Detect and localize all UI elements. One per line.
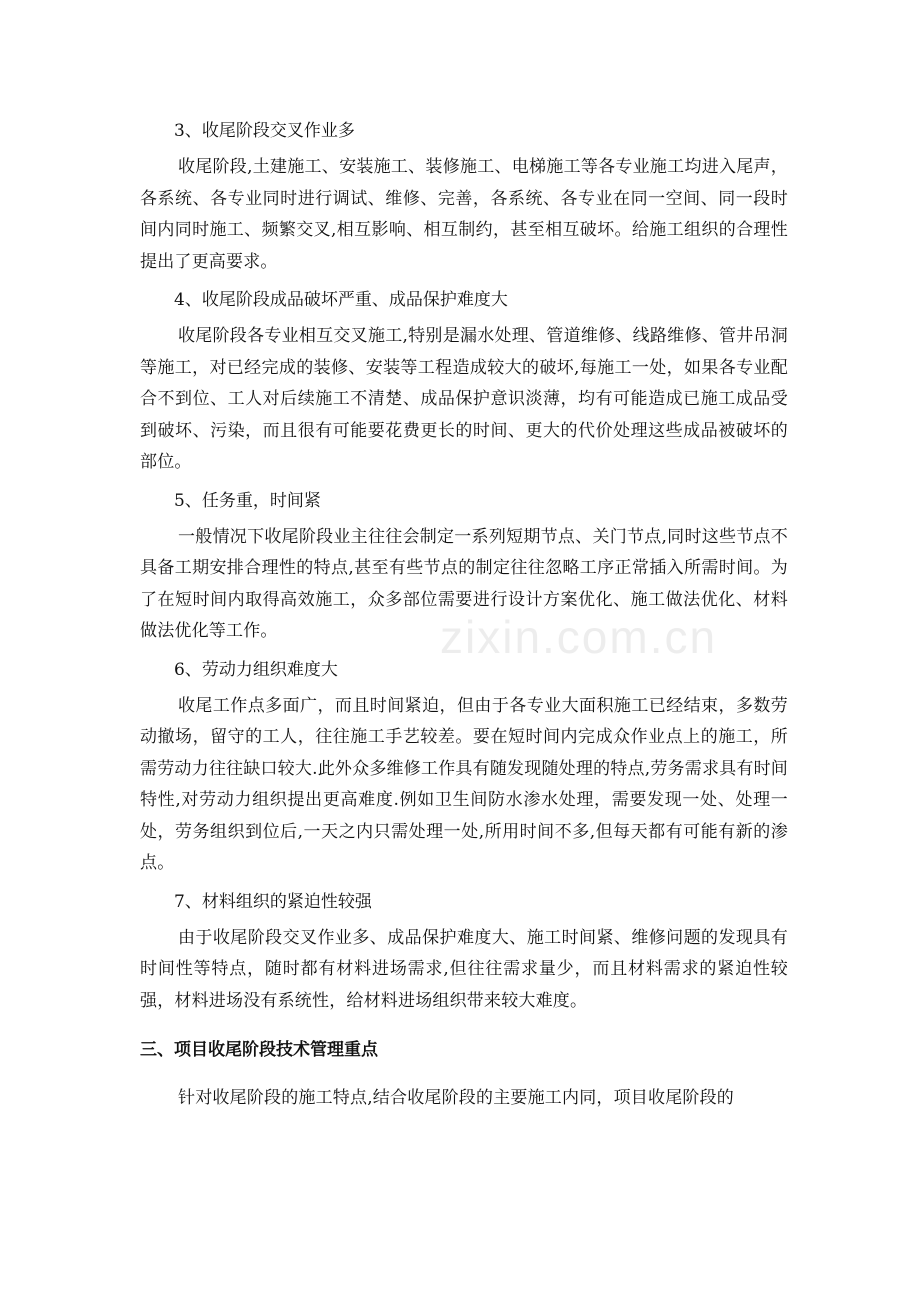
item-body-4: 收尾阶段各专业相互交叉施工,特别是漏水处理、管道维修、线路维修、管井吊洞等施工，对已经完成的装修、安装等工程造成较大的破坏,每施工一处，如果各专业配合不到位、工人对后续施工不清楚、成品保护意识淡薄，均有可能造成已施工成品受到破坏、污染，而且很有可能要花费更长的时间、更大的代价处理这些成品被破坏的部位。 [140,326,788,472]
item-body-7: 由于收尾阶段交叉作业多、成品保护难度大、施工时间紧、维修问题的发现具有时间性等特点，随时都有材料进场需求,但往往需求量少，而且材料需求的紧迫性较强，材料进场没有系统性，给材料进场组织带来较大难度。 [140,927,788,1011]
section-body: 针对收尾阶段的施工特点,结合收尾阶段的主要施工内同，项目收尾阶段的 [178,1088,735,1108]
item-heading-7: 7、材料组织的紧迫性较强 [174,891,372,912]
item-body-6: 收尾工作点多面广，而且时间紧迫，但由于各专业大面积施工已经结束，多数劳动撤场，留守的工人，往往施工手艺较差。要在短时间内完成众作业点上的施工，所需劳动力往往缺口较大.此外众多维修工作具有随发现随处理的特点,劳务需求具有时间特性,对劳动力组织提出更高难度.例如卫生间防水渗水处理，需要发现一处、处理一处，劳务组织到位后,一天之内只需处理一处,所用时间不多,但每天都有可能有新的渗点。 [140,695,788,873]
item-heading-6: 6、劳动力组织难度大 [174,659,338,680]
item-heading-5: 5、任务重，时间紧 [174,490,321,511]
item-heading-3: 3、收尾阶段交叉作业多 [174,121,355,141]
watermark: zixin.com.cn [440,611,718,663]
item-body-3: 收尾阶段,土建施工、安装施工、装修施工、电梯施工等各专业施工均进入尾声，各系统、各专业同时进行调试、维修、完善，各系统、各专业在同一空间、同一段时间内同时施工、频繁交叉,相互影响、相互制约，甚至相互破坏。给施工组织的合理性提出了更高要求。 [140,157,788,272]
item-body-5: 一般情况下收尾阶段业主往往会制定一系列短期节点、关门节点,同时这些节点不具备工期安排合理性的特点,甚至有些节点的制定往往忽略工序正常插入所需时间。为了在短时间内取得高效施工，众多部位需要进行设计方案优化、施工做法优化、材料做法优化等工作。 [140,526,788,641]
document-content [140,116,788,1122]
item-heading-4: 4、收尾阶段成品破坏严重、成品保护难度大 [174,290,508,310]
section-title: 三、项目收尾阶段技术管理重点 [140,1040,378,1060]
